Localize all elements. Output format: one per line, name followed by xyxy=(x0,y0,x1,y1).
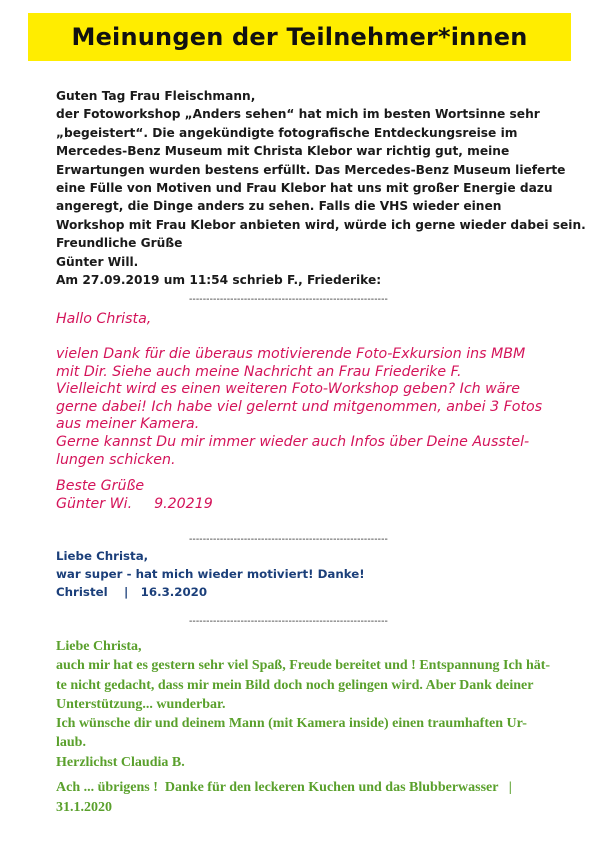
text-line: Ach ... übrigens ! Danke für den leckeren Kuchen und das Blubberwasser | xyxy=(56,780,512,795)
testimonial-claudia-postscript xyxy=(56,778,512,817)
text-line: angeregt, die Dinge anders zu sehen. Falls die VHS wieder einen xyxy=(56,199,502,214)
text-line: Mercedes-Benz Museum mit Christa Klebor war richtig gut, meine xyxy=(56,144,510,159)
text-line: Unterstützung... wunderbar. xyxy=(56,696,226,712)
closing-line: Beste Grüße xyxy=(56,478,145,494)
text-line: auch mir hat es gestern sehr viel Spaß, Freude bereitet und ! Entspannung Ich hät- xyxy=(56,658,551,674)
text-line: eine Fülle von Motiven und Frau Klebor hat uns mit großer Energie dazu xyxy=(56,181,553,196)
text-line: Liebe Christa, xyxy=(56,639,142,654)
handwritten-signoff xyxy=(56,478,213,513)
page-title: Meinungen der Teilnehmer*innen xyxy=(71,23,528,51)
text-line: te nicht gedacht, dass mir mein Bild doch noch gelingen wird. Aber Dank deiner xyxy=(56,677,534,693)
section-divider: ---------------------------------------------------------- xyxy=(189,616,388,627)
text-line: war super - hat mich wieder motiviert! Danke! xyxy=(56,567,365,581)
text-line: Ich wünsche dir und deinem Mann (mit Kamera inside) einen traumhaften Ur- xyxy=(56,716,527,732)
text-line: Workshop mit Frau Klebor anbieten wird, würde ich gerne wieder dabei sein. xyxy=(56,217,586,232)
text-line: vielen Dank für die überaus motivierende Foto-Exkursion ins MBM xyxy=(56,346,526,362)
handwritten-message-body xyxy=(56,346,542,469)
testimonial-claudia xyxy=(56,637,550,772)
signature-row xyxy=(56,496,213,514)
text-line: Guten Tag Frau Fleischmann, xyxy=(56,89,256,103)
signature-name: Günter Wi. xyxy=(56,495,133,512)
text-line: Vielleicht wird es einen weiteren Foto-Workshop geben? Ich wäre xyxy=(56,381,520,398)
section-divider: ---------------------------------------------------------- xyxy=(189,534,388,545)
text-line: aus meiner Kamera. xyxy=(56,416,200,433)
text-line: Erwartungen wurden bestens erfüllt. Das Mercedes-Benz Museum lieferte xyxy=(56,162,566,177)
text-line: Liebe Christa, xyxy=(56,549,149,563)
testimonial-christel xyxy=(56,547,365,601)
text-line: Freundliche Grüße xyxy=(56,236,183,251)
text-line: gerne dabei! Ich habe viel gelernt und mitgenommen, anbei 3 Fotos xyxy=(56,398,543,415)
text-line: 31.1.2020 xyxy=(56,799,112,815)
signature-date: 9.20219 xyxy=(154,495,213,512)
text-line: Gerne kannst Du mir immer wieder auch Infos über Deine Ausstel- xyxy=(56,433,530,450)
text-line: Günter Will. xyxy=(56,254,139,269)
text-line: mit Dir. Siehe auch meine Nachricht an Frau Friederike F. xyxy=(56,363,462,380)
section-divider: ---------------------------------------------------------- xyxy=(189,294,388,305)
handwritten-greeting: Hallo Christa, xyxy=(56,311,152,327)
testimonial-guenter-email xyxy=(56,87,586,289)
text-line: lungen schicken. xyxy=(56,451,176,468)
text-line: Herzlichst Claudia B. xyxy=(56,754,185,770)
header-banner xyxy=(28,13,571,61)
text-line: „begeistert“. Die angekündigte fotografische Entdeckungsreise im xyxy=(56,125,518,140)
text-line: Am 27.09.2019 um 11:54 schrieb F., Friederike: xyxy=(56,273,382,288)
text-line: laub. xyxy=(56,735,86,751)
text-line: Christel | 16.3.2020 xyxy=(56,585,208,599)
text-line: der Fotoworkshop „Anders sehen“ hat mich im besten Wortsinne sehr xyxy=(56,107,540,122)
